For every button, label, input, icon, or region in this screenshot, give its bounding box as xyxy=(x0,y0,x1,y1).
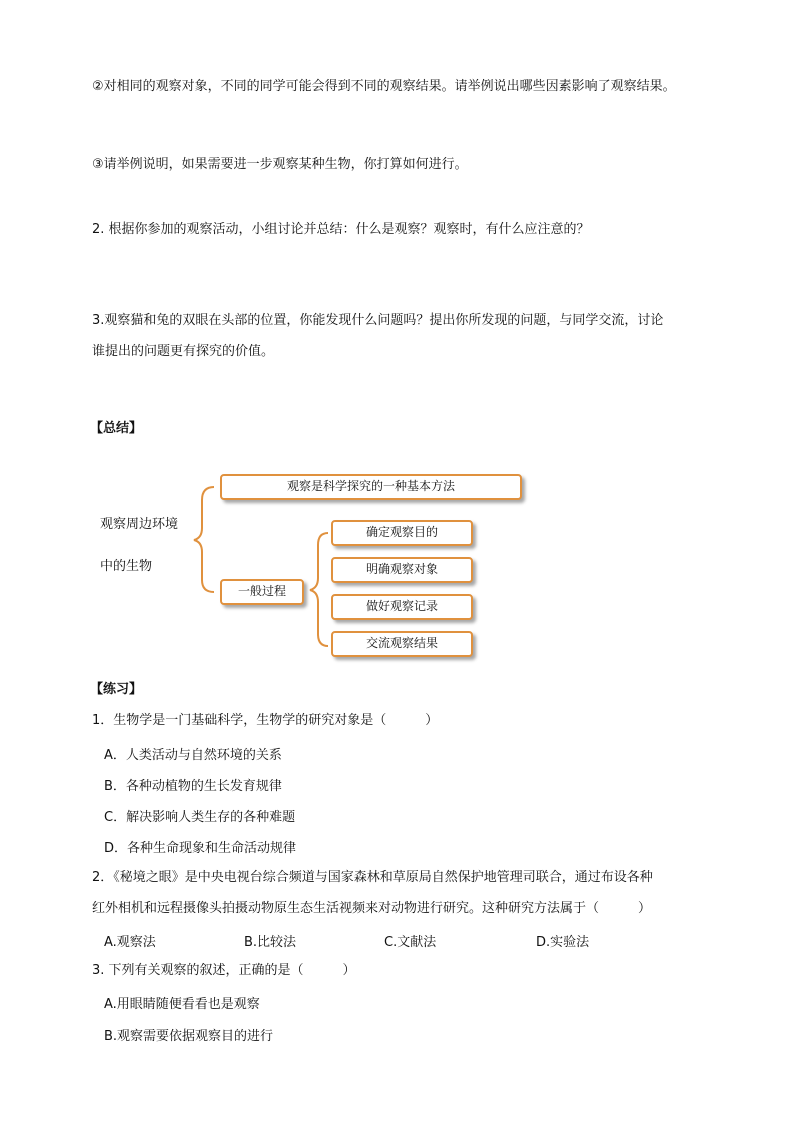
main-brace xyxy=(194,487,214,592)
practice-q2-option-a: A.观察法 xyxy=(104,935,156,950)
practice-q1-option-b: B．各种动植物的生长发育规律 xyxy=(104,779,282,794)
practice-q2-option-b: B.比较法 xyxy=(244,935,297,950)
method-box: 观察是科学探究的一种基本方法 xyxy=(220,474,522,500)
practice-q3-stem: 3. 下列有关观察的叙述，正确的是（ ） xyxy=(92,963,356,978)
practice-q3-option-b: B.观察需要依据观察目的进行 xyxy=(104,1029,274,1044)
step-box-object: 明确观察对象 xyxy=(331,557,473,583)
practice-q2-option-c: C.文献法 xyxy=(384,935,437,950)
item-3-line-1: 3.观察猫和兔的双眼在头部的位置，你能发现什么问题吗？提出你所发现的问题，与同学交流，讨论 xyxy=(92,313,664,328)
summary-heading: 【总结】 xyxy=(90,421,143,436)
practice-q2-stem-line-1: 2．《秘境之眼》是中央电视台综合频道与国家森林和草原局自然保护地管理司联合，通过布设各种 xyxy=(92,870,653,885)
practice-q1-option-a: A．人类活动与自然环境的关系 xyxy=(104,748,282,763)
item-2-text: 2. 根据你参加的观察活动，小组讨论并总结：什么是观察？观察时，有什么应注意的？ xyxy=(92,222,590,237)
practice-q1-stem: 1．生物学是一门基础科学，生物学的研究对象是（ ） xyxy=(92,713,439,728)
practice-q1-option-c: C．解决影响人类生存的各种难题 xyxy=(104,810,296,825)
root-label-line-1: 观察周边环境 xyxy=(100,517,179,532)
step-box-result: 交流观察结果 xyxy=(331,631,473,657)
general-process-box: 一般过程 xyxy=(220,579,304,605)
practice-q1-option-d: D．各种生命现象和生命活动规律 xyxy=(104,841,297,856)
step-box-purpose: 确定观察目的 xyxy=(331,520,473,546)
step-box-record: 做好观察记录 xyxy=(331,594,473,620)
practice-q3-option-a: A.用眼睛随便看看也是观察 xyxy=(104,997,260,1012)
root-label-line-2: 中的生物 xyxy=(100,559,153,574)
sub-brace xyxy=(310,533,328,646)
practice-q2-option-d: D.实验法 xyxy=(536,935,590,950)
practice-q2-stem-line-2: 红外相机和远程摄像头拍摄动物原生态生活视频来对动物进行研究。这种研究方法属于（ ） xyxy=(92,901,652,916)
question-3-text: ③请举例说明，如果需要进一步观察某种生物，你打算如何进行。 xyxy=(92,157,468,172)
practice-heading: 【练习】 xyxy=(90,682,143,697)
item-3-line-2: 谁提出的问题更有探究的价值。 xyxy=(92,344,275,359)
question-2-text: ②对相同的观察对象，不同的同学可能会得到不同的观察结果。请举例说出哪些因素影响了观察结果。 xyxy=(92,79,676,94)
